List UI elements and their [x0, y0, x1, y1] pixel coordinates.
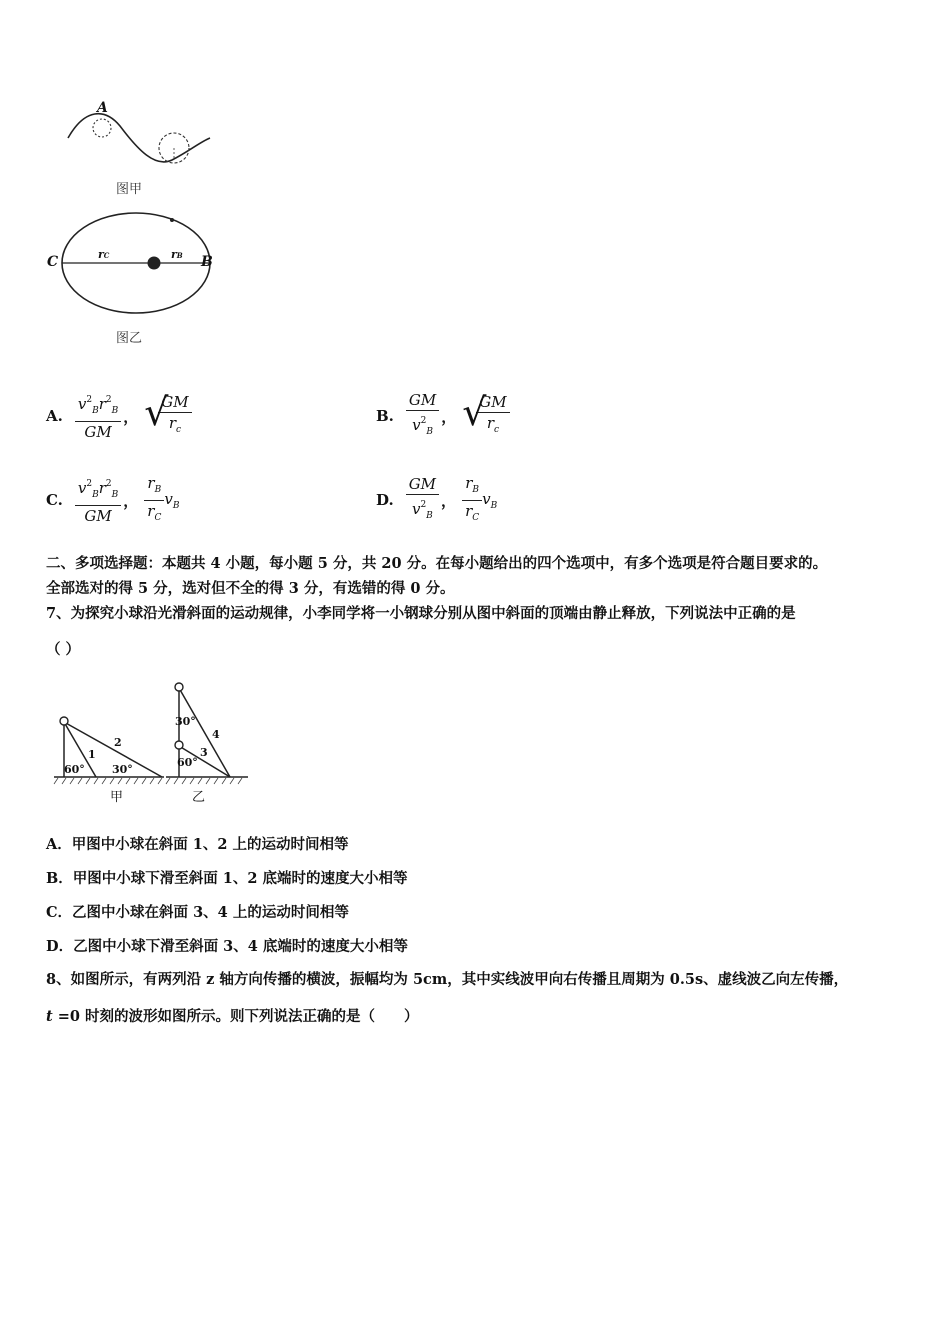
q7-yi-num4: 4	[212, 728, 220, 741]
q7-yi-num3: 3	[200, 746, 208, 759]
q7-option-b: B．甲图中小球下滑至斜面 1、2 底端时的速度大小相等	[46, 870, 408, 887]
q7-option-a: A．甲图中小球在斜面 1、2 上的运动时间相等	[46, 836, 349, 853]
q7-stem: 7、为探究小球沿光滑斜面的运动规律，小李同学将一小钢球分别从图中斜面的顶端由静止释放，下列说法中正确的是	[46, 605, 796, 622]
q8-line2: t =0 时刻的波形如图所示。则下列说法正确的是（ ）	[46, 1008, 419, 1025]
label-a: A	[97, 100, 108, 116]
q7-label-yi: 乙	[192, 790, 206, 805]
caption-jia: 图甲	[116, 182, 143, 197]
q7-option-c: C．乙图中小球在斜面 3、4 上的运动时间相等	[46, 904, 349, 921]
label-rb: rB	[171, 248, 183, 261]
q6-option-d: D. $\frac{GM}{v^2_B}$ ， $\frac{r_B}{r_C}$ $v_B$	[376, 470, 497, 530]
wave-track-curve	[68, 114, 210, 162]
formula-a-frac: $\frac{v^2_Br^2_B}{GM}$	[75, 390, 121, 442]
q6-option-a: A. $\frac{v^2_Br^2_B}{GM}$ ， √ $\frac{GM}{r_c}$	[46, 386, 192, 446]
ball-top-yi	[175, 683, 183, 691]
label-c: C	[47, 254, 59, 270]
q7-yi-angle60: 60°	[177, 756, 198, 769]
formula-b-sqrt: √ $\frac{GM}{r_c}$	[462, 392, 509, 440]
q8-line1: 8、如图所示，有两列沿 z 轴方向传播的横波，振幅均为 5cm，其中实线波甲向右传播且周期为 0.5s、虚线波乙向左传播，	[46, 971, 849, 988]
q7-figure-yi	[162, 678, 252, 792]
q7-jia-num1: 1	[88, 748, 96, 761]
formula-b-frac: $\frac{GM}{v^2_B}$	[406, 390, 439, 442]
q7-option-d: D．乙图中小球下滑至斜面 3、4 底端时的速度大小相等	[46, 938, 408, 955]
formula-c-frac1: $\frac{v^2_Br^2_B}{GM}$	[75, 474, 121, 526]
q7-paren: （ ）	[46, 641, 81, 658]
q7-jia-angle60: 60°	[64, 763, 85, 776]
ball-mid-yi	[175, 741, 183, 749]
q7-figure-jia	[44, 712, 174, 792]
formula-d-frac1: $\frac{GM}{v^2_B}$	[406, 474, 439, 526]
central-body	[148, 257, 161, 270]
section2-line2: 全部选对的得 5 分，选对但不全的得 3 分，有选错的得 0 分。	[46, 580, 455, 597]
q6-option-b: B. $\frac{GM}{v^2_B}$ ， √ $\frac{GM}{r_c}$	[376, 386, 510, 446]
satellite-dot	[170, 218, 174, 222]
q7-jia-num2: 2	[114, 736, 122, 749]
ball-top-jia	[60, 717, 68, 725]
q7-label-jia: 甲	[110, 790, 124, 805]
figure-jia-wave-track	[60, 98, 220, 178]
figure-yi-orbit	[58, 205, 218, 325]
caption-yi: 图乙	[116, 331, 143, 346]
q7-yi-angle30: 30°	[175, 715, 196, 728]
ball-a-dashed	[93, 119, 111, 137]
formula-a-sqrt: √ $\frac{GM}{r_c}$	[144, 392, 191, 440]
label-b: B	[201, 254, 213, 270]
formula-d-frac2: $\frac{r_B}{r_C}$	[462, 473, 482, 528]
formula-c-frac2: $\frac{r_B}{r_C}$	[144, 473, 164, 528]
section2-line1: 二、多项选择题：本题共 4 小题，每小题 5 分，共 20 分。在每小题给出的四个选项中，有多个选项是符合题目要求的。	[46, 555, 828, 572]
label-rc: rC	[98, 248, 110, 261]
q6-option-c: C. $\frac{v^2_Br^2_B}{GM}$ ， $\frac{r_B}{r_C}$ $v_B$	[46, 470, 179, 530]
q7-jia-angle30: 30°	[112, 763, 133, 776]
